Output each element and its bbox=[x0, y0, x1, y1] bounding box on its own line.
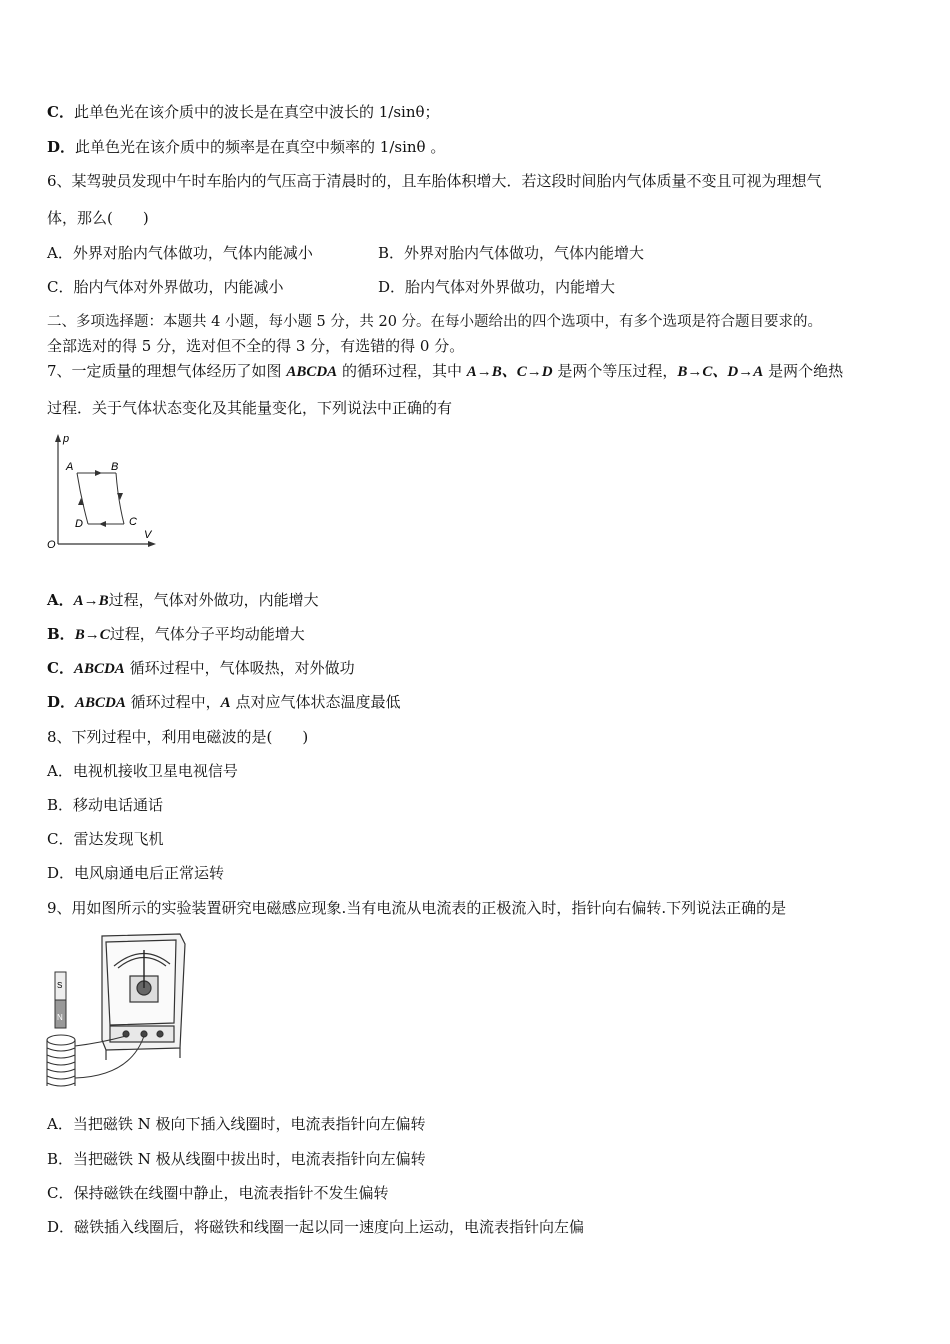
q6-option-d: D．胎内气体对外界做功，内能增大 bbox=[378, 278, 616, 296]
q7-option-a-var: A→B bbox=[73, 593, 109, 609]
q7-stem-part-c: 是两个等压过程， bbox=[557, 362, 678, 380]
bar-magnet bbox=[55, 972, 66, 1028]
q7-option-b-label: B． bbox=[47, 625, 75, 643]
point-d-label: D bbox=[75, 518, 83, 530]
q5-option-c-text: 此单色光在该介质中的波长是在真空中波长的 1/sinθ； bbox=[73, 103, 440, 121]
p-axis-label: p bbox=[63, 433, 70, 445]
point-a-label: A bbox=[66, 461, 74, 473]
point-c-label: C bbox=[129, 516, 137, 528]
q5-option-c bbox=[47, 102, 440, 122]
process-d-a bbox=[77, 473, 88, 524]
q7-stem-line2: 过程．关于气体状态变化及其能量变化，下列说法中正确的有 bbox=[47, 399, 453, 417]
q7-option-d-text-b: 点对应气体状态温度最低 bbox=[235, 693, 401, 711]
q6-stem-line2: 体，那么( ) bbox=[47, 209, 149, 227]
q7-stem-var-adiabatic: B→C、D→A bbox=[677, 364, 764, 380]
magnet-n-label: N bbox=[57, 1013, 63, 1022]
q8-option-a: A．电视机接收卫星电视信号 bbox=[47, 762, 238, 780]
q7-option-d-text-a: 循环过程中， bbox=[130, 693, 221, 711]
arrow-c-d bbox=[99, 521, 106, 527]
q9-option-a: A．当把磁铁 N 极向下插入线圈时，电流表指针向左偏转 bbox=[47, 1115, 426, 1133]
q9-option-b: B．当把磁铁 N 极从线圈中拔出时，电流表指针向左偏转 bbox=[47, 1150, 426, 1168]
pv-cycle-diagram bbox=[44, 430, 164, 552]
q7-stem-part-a: 7、一定质量的理想气体经历了如图 bbox=[47, 362, 282, 380]
q7-stem-part-d: 是两个绝热 bbox=[768, 362, 844, 380]
q7-stem-var-cycle: ABCDA bbox=[286, 364, 338, 380]
q7-stem-var-isobaric: A→B、C→D bbox=[466, 364, 553, 380]
q7-option-d bbox=[47, 692, 400, 713]
q7-option-d-label: D． bbox=[47, 693, 76, 711]
section2-instructions-line2: 全部选对的得 5 分，选对但不全的得 3 分，有选错的得 0 分。 bbox=[47, 337, 465, 355]
q7-stem-part-b: 的循环过程，其中 bbox=[341, 362, 462, 380]
point-b-label: B bbox=[111, 461, 119, 473]
q7-option-c bbox=[47, 658, 355, 679]
induction-apparatus-figure bbox=[40, 928, 190, 1093]
q6-stem-line1: 6、某驾驶员发现中午时车胎内的气压高于清晨时的，且车胎体积增大．若这段时间胎内气体质量不变且可视为理想气 bbox=[47, 172, 822, 190]
q7-option-b-var: B→C bbox=[74, 627, 110, 643]
q7-option-a bbox=[47, 590, 319, 611]
q9-option-d: D．磁铁插入线圈后，将磁铁和线圈一起以同一速度向上运动，电流表指针向左偏 bbox=[47, 1218, 585, 1236]
q8-option-c: C．雷达发现飞机 bbox=[47, 830, 164, 848]
q6-option-c: C．胎内气体对外界做功，内能减小 bbox=[47, 278, 284, 296]
q7-option-c-label: C． bbox=[47, 659, 74, 677]
q8-option-b: B．移动电话通话 bbox=[47, 796, 164, 814]
q5-option-d bbox=[47, 137, 445, 157]
arrow-b-c bbox=[117, 493, 123, 500]
q7-option-a-text: 过程，气体对外做功，内能增大 bbox=[108, 591, 319, 609]
q6-option-b: B．外界对胎内气体做功，气体内能增大 bbox=[378, 244, 645, 262]
coil bbox=[47, 1035, 75, 1086]
q9-option-c: C．保持磁铁在线圈中静止，电流表指针不发生偏转 bbox=[47, 1184, 389, 1202]
q7-stem-line1 bbox=[47, 361, 843, 382]
q8-option-d: D．电风扇通电后正常运转 bbox=[47, 864, 225, 882]
p-axis-arrow bbox=[55, 434, 61, 442]
q6-option-a: A．外界对胎内气体做功，气体内能减小 bbox=[47, 244, 313, 262]
q7-option-b bbox=[47, 624, 305, 645]
magnet-s-label: S bbox=[57, 981, 63, 990]
q7-option-b-text: 过程，气体分子平均动能增大 bbox=[109, 625, 305, 643]
section2-instructions-line1: 二、多项选择题：本题共 4 小题，每小题 5 分，共 20 分。在每小题给出的四个选项中，有多个选项是符合题目要求的。 bbox=[47, 314, 823, 330]
q7-option-c-var: ABCDA bbox=[73, 661, 125, 677]
q7-option-c-text: 循环过程中，气体吸热，对外做功 bbox=[129, 659, 355, 677]
q5-option-c-label: C． bbox=[47, 103, 74, 121]
arrow-a-b bbox=[95, 470, 102, 476]
q9-stem: 9、用如图所示的实验装置研究电磁感应现象.当有电流从电流表的正极流入时，指针向右偏转.下列说法正确的是 bbox=[47, 899, 787, 917]
q8-stem: 8、下列过程中，利用电磁波的是( ) bbox=[47, 728, 309, 746]
q5-option-d-label: D． bbox=[47, 138, 76, 156]
v-axis-arrow bbox=[148, 541, 156, 547]
q5-option-d-text: 此单色光在该介质中的频率是在真空中频率的 1/sinθ 。 bbox=[75, 138, 446, 156]
galvanometer bbox=[102, 934, 185, 1060]
q7-option-d-var: ABCDA bbox=[75, 695, 126, 711]
q7-option-a-label: A． bbox=[47, 591, 74, 609]
v-axis-label: V bbox=[144, 529, 152, 541]
q7-option-d-var2: A bbox=[220, 695, 231, 711]
arrow-d-a bbox=[78, 498, 84, 505]
origin-label: O bbox=[47, 539, 56, 551]
